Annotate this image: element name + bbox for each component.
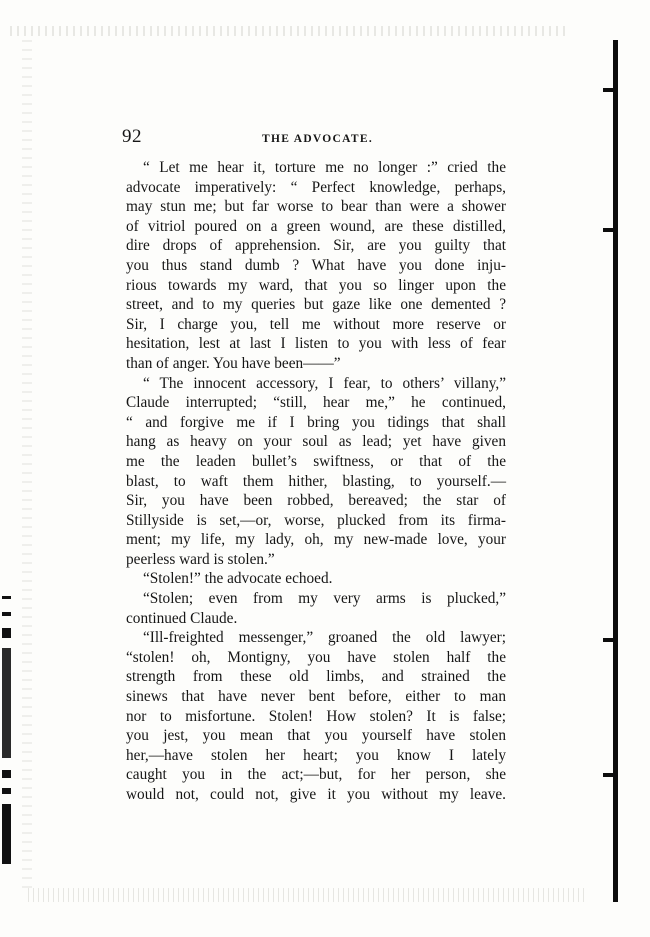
text-line: “ The innocent accessory, I fear, to others’ villany,” bbox=[143, 374, 506, 392]
text-line: hesitation, lest at last I listen to you with less of fear bbox=[126, 335, 506, 353]
text-line: “ and forgive me if I bring you tidings that shall bbox=[126, 413, 506, 431]
text-line: “ Let me hear it, torture me no longer :” cried the bbox=[143, 159, 506, 176]
text-line: strength from these old limbs, and strained the bbox=[126, 668, 506, 686]
text-line: Stillyside is set,—or, worse, plucked from its firma- bbox=[126, 511, 506, 529]
text-line: sinews that have never bent before, either to man bbox=[126, 688, 506, 706]
text-line: Sir, you have been robbed, bereaved; the star of bbox=[126, 492, 506, 510]
binding-tick bbox=[603, 638, 613, 642]
binding-tick bbox=[603, 88, 613, 92]
binding-tick bbox=[603, 228, 613, 232]
page-header bbox=[122, 128, 502, 150]
page-edge-top bbox=[10, 26, 570, 36]
page-number: 92 bbox=[122, 126, 142, 147]
text-line: advocate imperatively: “ Perfect knowledge, perhaps, bbox=[126, 178, 506, 196]
text-line: continued Claude. bbox=[126, 609, 238, 627]
text-line: rious towards my ward, that you so linger upon the bbox=[126, 276, 506, 294]
text-line: Sir, I charge you, tell me without more reserve or bbox=[126, 315, 506, 333]
text-line: “Stolen!” the advocate echoed. bbox=[143, 570, 333, 588]
scan-margin-marks bbox=[2, 590, 14, 890]
running-head: THE ADVOCATE. bbox=[262, 133, 374, 145]
page-edge-left bbox=[22, 40, 32, 890]
text-line: of vitriol poured on a green wound, are these distilled, bbox=[126, 217, 506, 235]
binding-rule bbox=[613, 40, 618, 902]
text-line: street, and to my queries but gaze like one demented ? bbox=[126, 296, 506, 314]
text-line: may stun me; but far worse to bear than were a shower bbox=[126, 198, 506, 216]
text-line: peerless ward is stolen.” bbox=[126, 550, 275, 568]
text-line: dire drops of apprehension. Sir, are you guilty that bbox=[126, 237, 506, 255]
text-line: “Stolen; even from my very arms is plucked,” bbox=[143, 590, 506, 608]
text-line: blast, to waft them hither, blasting, to yourself.— bbox=[126, 472, 506, 490]
text-line: would not, could not, give it you without my leave. bbox=[126, 786, 506, 803]
text-line: than of anger. You have been——” bbox=[126, 354, 341, 372]
text-line: “stolen! oh, Montigny, you have stolen half the bbox=[126, 648, 506, 666]
binding-tick bbox=[603, 773, 613, 777]
text-line: you jest, you mean that you yourself have stolen bbox=[126, 727, 506, 745]
text-line: “Ill-freighted messenger,” groaned the old lawyer; bbox=[143, 629, 506, 647]
text-line: hang as heavy on your soul as lead; yet have given bbox=[126, 433, 506, 451]
text-line: her,—have stolen her heart; you know I lately bbox=[126, 746, 506, 764]
text-line: nor to misfortune. Stolen! How stolen? It is false; bbox=[126, 707, 506, 725]
body-text bbox=[126, 158, 506, 805]
text-line: ment; my life, my lady, oh, my new-made love, your bbox=[126, 531, 506, 549]
text-line: you thus stand dumb ? What have you done inju- bbox=[126, 256, 506, 274]
text-line: Claude interrupted; “still, hear me,” he continued, bbox=[126, 394, 506, 412]
page-edge-bottom bbox=[28, 888, 588, 902]
text-line: caught you in the act;—but, for her person, she bbox=[126, 766, 506, 784]
text-line: me the leaden bullet’s swiftness, or that of the bbox=[126, 452, 506, 470]
